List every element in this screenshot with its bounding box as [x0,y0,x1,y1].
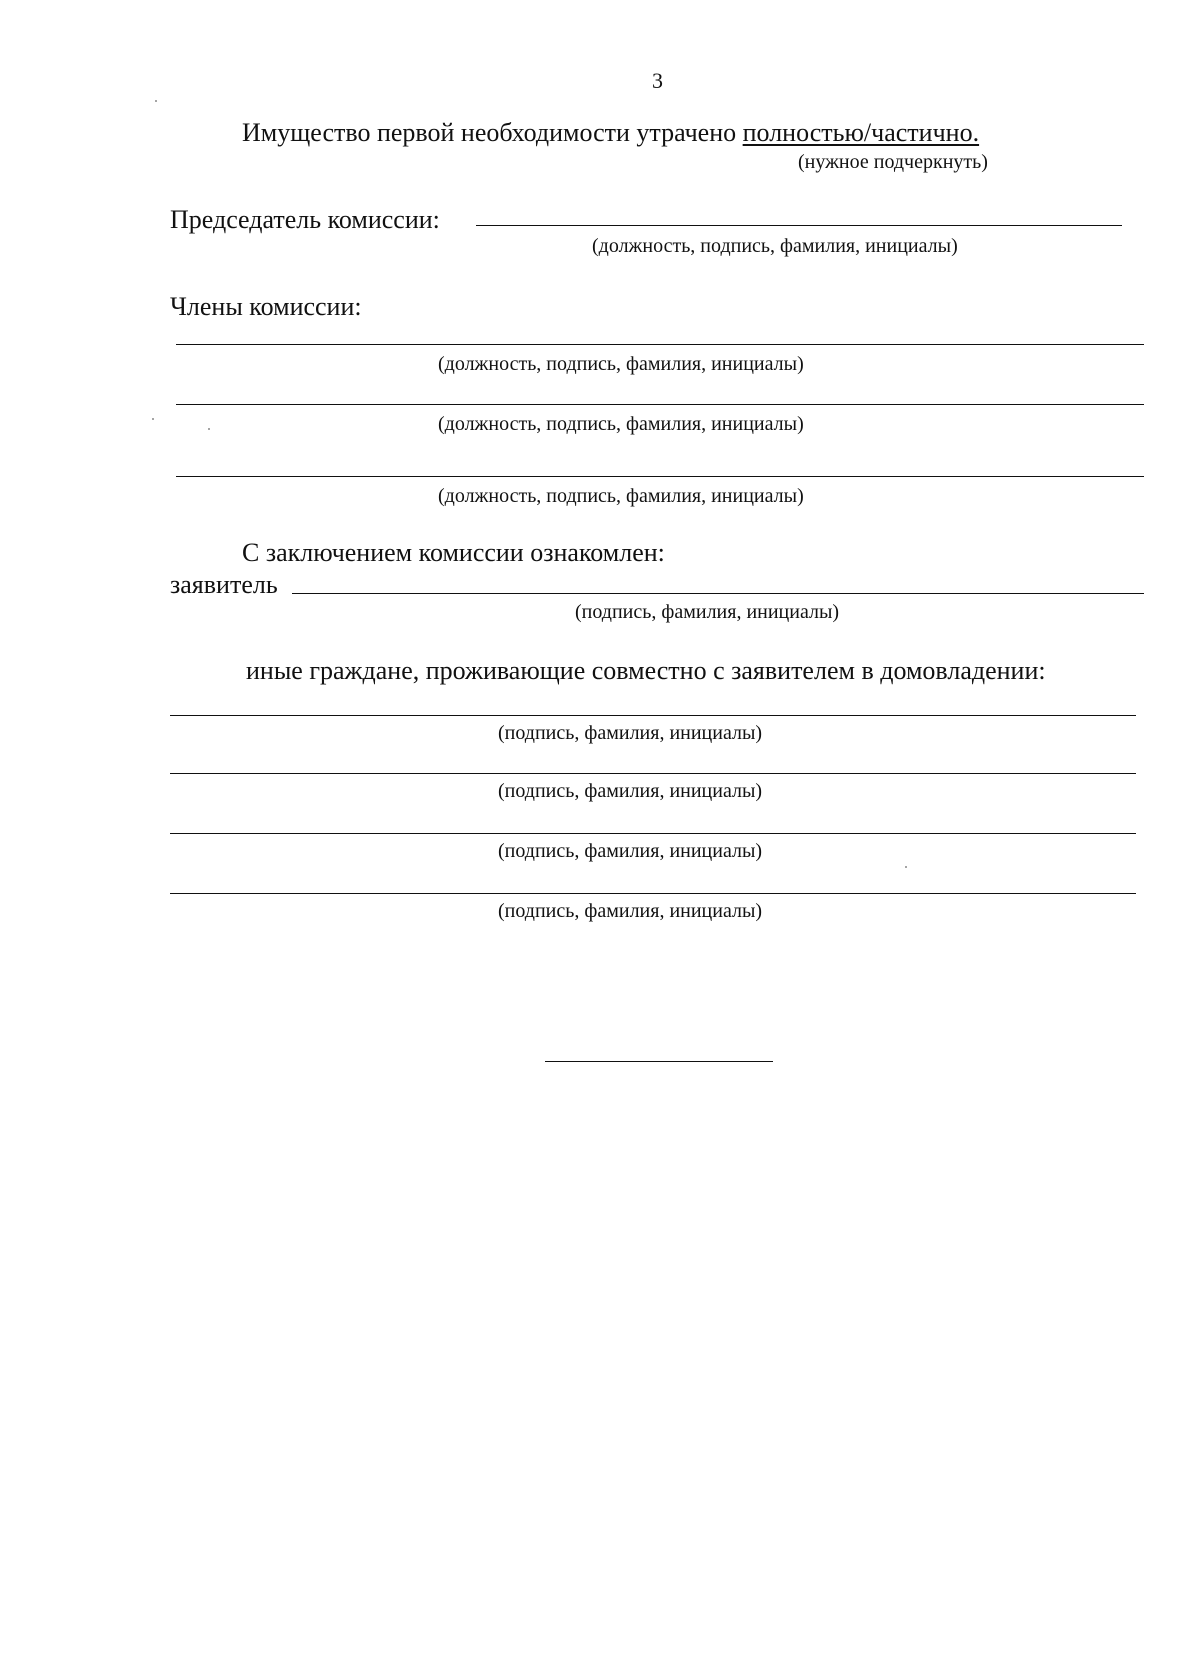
member-caption-2: (должность, подпись, фамилия, инициалы) [438,413,804,435]
acknowledgment-heading: С заключением комиссии ознакомлен: [242,538,665,567]
applicant-caption: (подпись, фамилия, инициалы) [575,601,840,623]
resident-signature-line-4[interactable] [170,893,1136,894]
applicant-label: заявитель [170,570,278,599]
member-signature-line-3[interactable] [176,476,1144,477]
scan-speck [155,100,157,102]
chairman-caption: (должность, подпись, фамилия, инициалы) [592,235,958,257]
members-label: Члены комиссии: [170,292,362,321]
underline-note: (нужное подчеркнуть) [798,151,988,173]
chairman-signature-line[interactable] [476,225,1122,226]
loss-extent-options: полностью/частично. [742,118,980,147]
property-loss-statement [242,120,979,146]
scan-speck [208,428,210,430]
resident-signature-line-2[interactable] [170,773,1136,774]
resident-signature-line-3[interactable] [170,833,1136,834]
applicant-signature-line[interactable] [292,593,1144,594]
resident-caption-3: (подпись, фамилия, инициалы) [498,840,763,862]
scan-speck [905,866,907,868]
resident-caption-1: (подпись, фамилия, инициалы) [498,722,763,744]
member-signature-line-1[interactable] [176,344,1144,345]
resident-caption-2: (подпись, фамилия, инициалы) [498,780,763,802]
residents-heading: иные граждане, проживающие совместно с заявителем в домовладении: [246,656,1046,685]
chairman-label: Председатель комиссии: [170,205,440,234]
property-loss-text: Имущество первой необходимости утрачено [242,118,743,147]
member-signature-line-2[interactable] [176,404,1144,405]
resident-signature-line-1[interactable] [170,715,1136,716]
scan-speck [152,418,154,420]
resident-caption-4: (подпись, фамилия, инициалы) [498,900,763,922]
member-caption-1: (должность, подпись, фамилия, инициалы) [438,353,804,375]
member-caption-3: (должность, подпись, фамилия, инициалы) [438,485,804,507]
page-number: 3 [652,68,663,93]
closing-separator [545,1061,773,1062]
